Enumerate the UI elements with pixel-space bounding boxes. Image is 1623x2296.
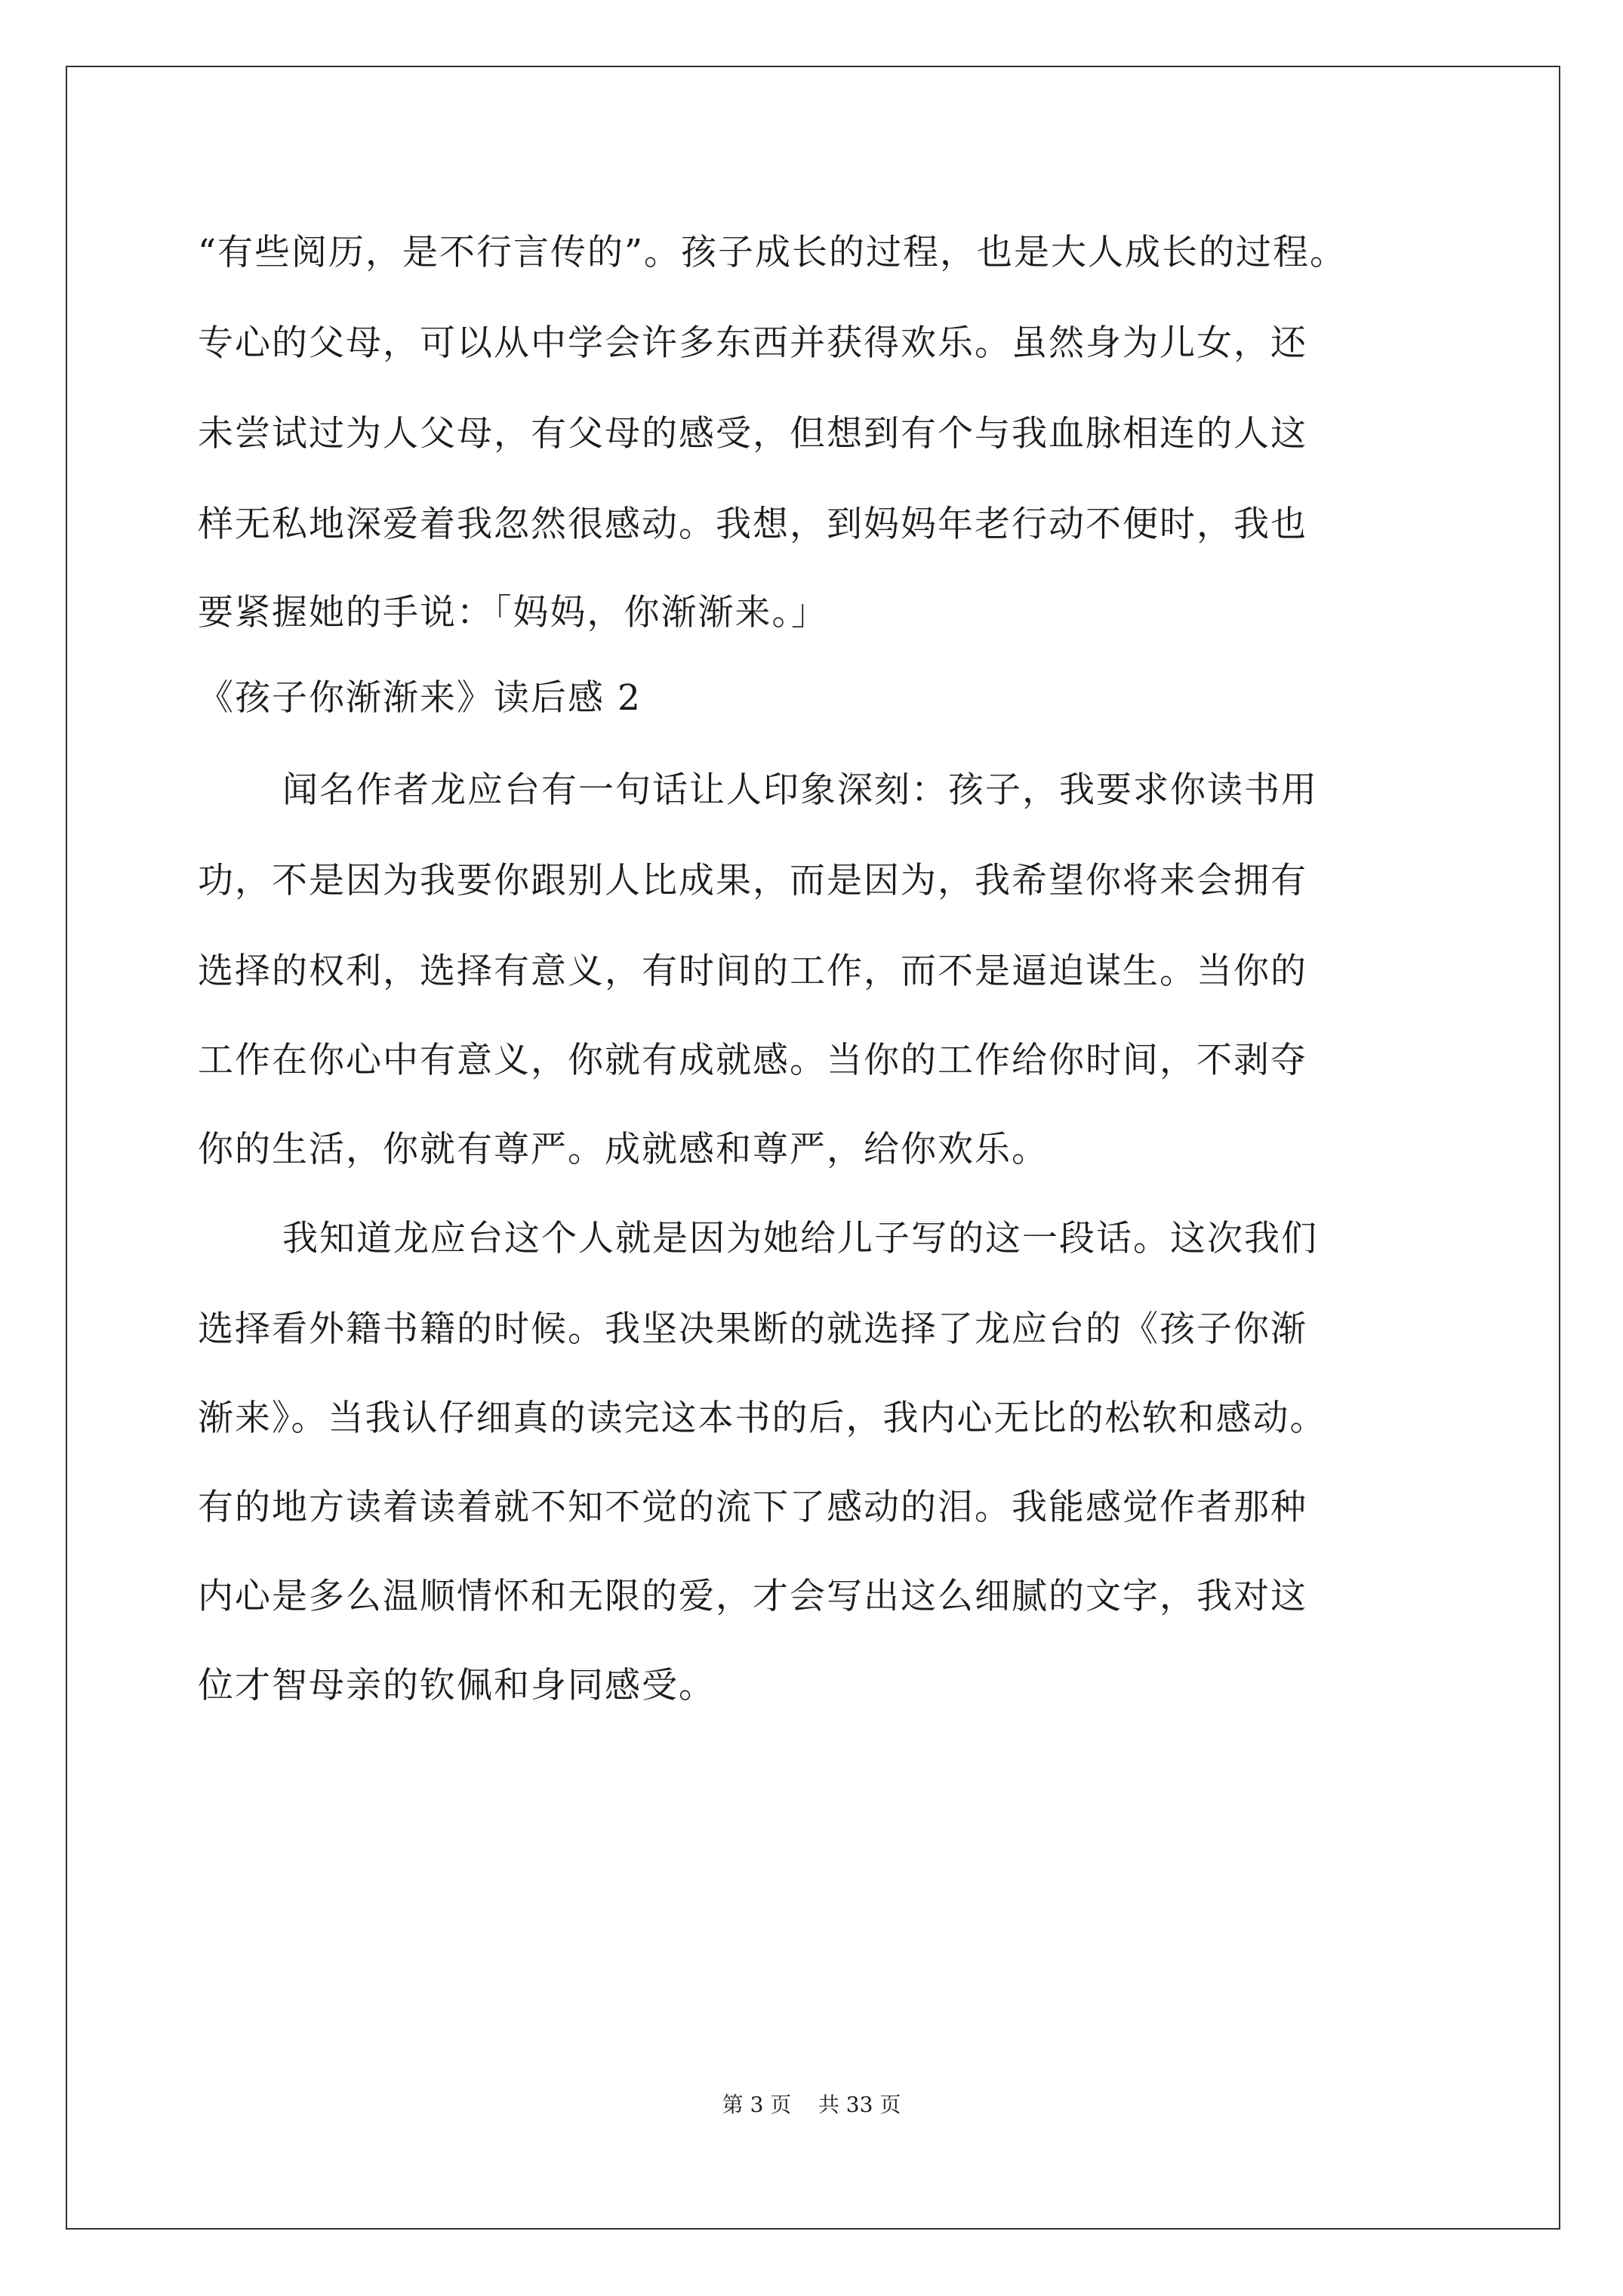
paragraph-line: 你的生活，你就有尊严。成就感和尊严，给你欢乐。	[198, 1129, 1049, 1170]
section-heading: 《孩子你渐渐来》读后感 2	[198, 677, 642, 719]
paragraph-line: 样无私地深爱着我忽然很感动。我想，到妈妈年老行动不便时，我也	[198, 504, 1307, 545]
paragraph-line: 位才智母亲的钦佩和身同感受。	[198, 1665, 716, 1706]
paragraph-line: 专心的父母，可以从中学会许多东西并获得欢乐。虽然身为儿女，还	[198, 322, 1307, 364]
paragraph-line: 闻名作者龙应台有一句话让人印象深刻：孩子，我要求你读书用	[282, 769, 1318, 811]
paragraph-line: 渐来》。当我认仔细真的读完这本书的后，我内心无比的松软和感动。	[198, 1398, 1327, 1439]
paragraph-line: “有些阅历，是不行言传的”。孩子成长的过程，也是大人成长的过程。	[198, 232, 1347, 273]
paragraph-line: 选择的权利，选择有意义，有时间的工作，而不是逼迫谋生。当你的	[198, 951, 1307, 992]
page-footer: 第 3 页 共 33 页	[722, 2092, 901, 2117]
paragraph-line: 要紧握她的手说：「妈妈，你渐渐来。」	[198, 592, 828, 633]
paragraph-line: 功，不是因为我要你跟别人比成果，而是因为，我希望你将来会拥有	[198, 860, 1307, 901]
paragraph-line: 工作在你心中有意义，你就有成就感。当你的工作给你时间，不剥夺	[198, 1040, 1307, 1081]
paragraph-line: 选择看外籍书籍的时候。我坚决果断的就选择了龙应台的《孩子你渐	[198, 1308, 1307, 1350]
paragraph-line: 有的地方读着读着就不知不觉的流下了感动的泪。我能感觉作者那种	[198, 1487, 1307, 1528]
paragraph-line: 我知道龙应台这个人就是因为她给儿子写的这一段话。这次我们	[282, 1218, 1318, 1259]
paragraph-line: 未尝试过为人父母，有父母的感受，但想到有个与我血脉相连的人这	[198, 413, 1307, 455]
paragraph-line: 内心是多么温顺情怀和无限的爱，才会写出这么细腻的文字，我对这	[198, 1576, 1307, 1617]
